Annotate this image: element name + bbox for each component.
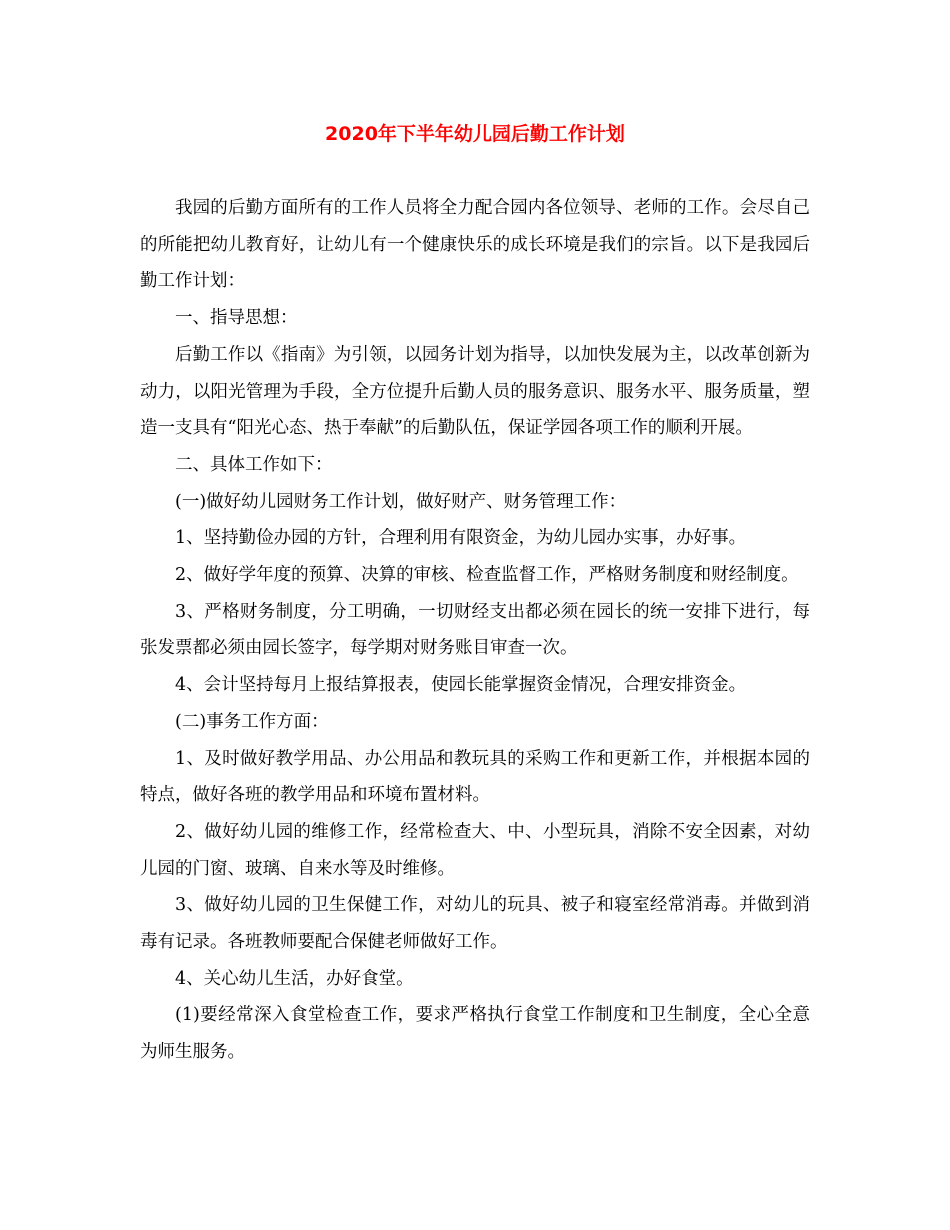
list-item-affairs-4: 4、关心幼儿生活，办好食堂。 <box>175 968 414 989</box>
list-item-canteen-1: (1)要经常深入食堂检查工作，要求严格执行食堂工作制度和卫生制度，全心全意为师生服务。 <box>140 1005 810 1063</box>
section-heading-guiding-thought: 一、指导思想： <box>175 308 298 329</box>
subsection-heading-finance: (一)做好幼儿园财务工作计划，做好财产、财务管理工作： <box>175 491 627 512</box>
paragraph-intro: 我园的后勤方面所有的工作人员将全力配合园内各位领导、老师的工作。会尽自己的所能把幼儿教育好，让幼儿有一个健康快乐的成长环境是我们的宗旨。以下是我园后勤工作计划： <box>140 198 810 292</box>
list-item-affairs-1: 1、及时做好教学用品、办公用品和教玩具的采购工作和更新工作，并根据本园的特点，做好各班的教学用品和环境布置材料。 <box>140 748 810 806</box>
document-body <box>140 190 810 1071</box>
list-item-finance-1: 1、坚持勤俭办园的方针，合理利用有限资金，为幼儿园办实事，办好事。 <box>175 528 747 549</box>
section-heading-specific-work: 二、具体工作如下： <box>175 454 333 475</box>
list-item-finance-4: 4、会计坚持每月上报结算报表，使园长能掌握资金情况，合理安排资金。 <box>175 675 747 696</box>
list-item-affairs-3: 3、做好幼儿园的卫生保健工作，对幼儿的玩具、被子和寝室经常消毒。并做到消毒有记录。各班教师要配合保健老师做好工作。 <box>140 895 810 953</box>
list-item-affairs-2: 2、做好幼儿园的维修工作，经常检查大、中、小型玩具，消除不安全因素，对幼儿园的门窗、玻璃、自来水等及时维修。 <box>140 821 810 879</box>
list-item-finance-3: 3、严格财务制度，分工明确，一切财经支出都必须在园长的统一安排下进行，每张发票都必须由园长签字，每学期对财务账目审查一次。 <box>140 601 810 659</box>
paragraph-guiding-thought: 后勤工作以《指南》为引领，以园务计划为指导，以加快发展为主，以改革创新为动力，以阳光管理为手段，全方位提升后勤人员的服务意识、服务水平、服务质量，塑造一支具有“阳光心态、热于奉献”的后勤队伍，保证学园各项工作的顺利开展。 <box>140 344 810 439</box>
list-item-finance-2: 2、做好学年度的预算、决算的审核、检查监督工作，严格财务制度和财经制度。 <box>175 565 799 586</box>
document-title: 2020年下半年幼儿园后勤工作计划 <box>325 123 625 145</box>
subsection-heading-affairs: (二)事务工作方面： <box>175 711 329 732</box>
